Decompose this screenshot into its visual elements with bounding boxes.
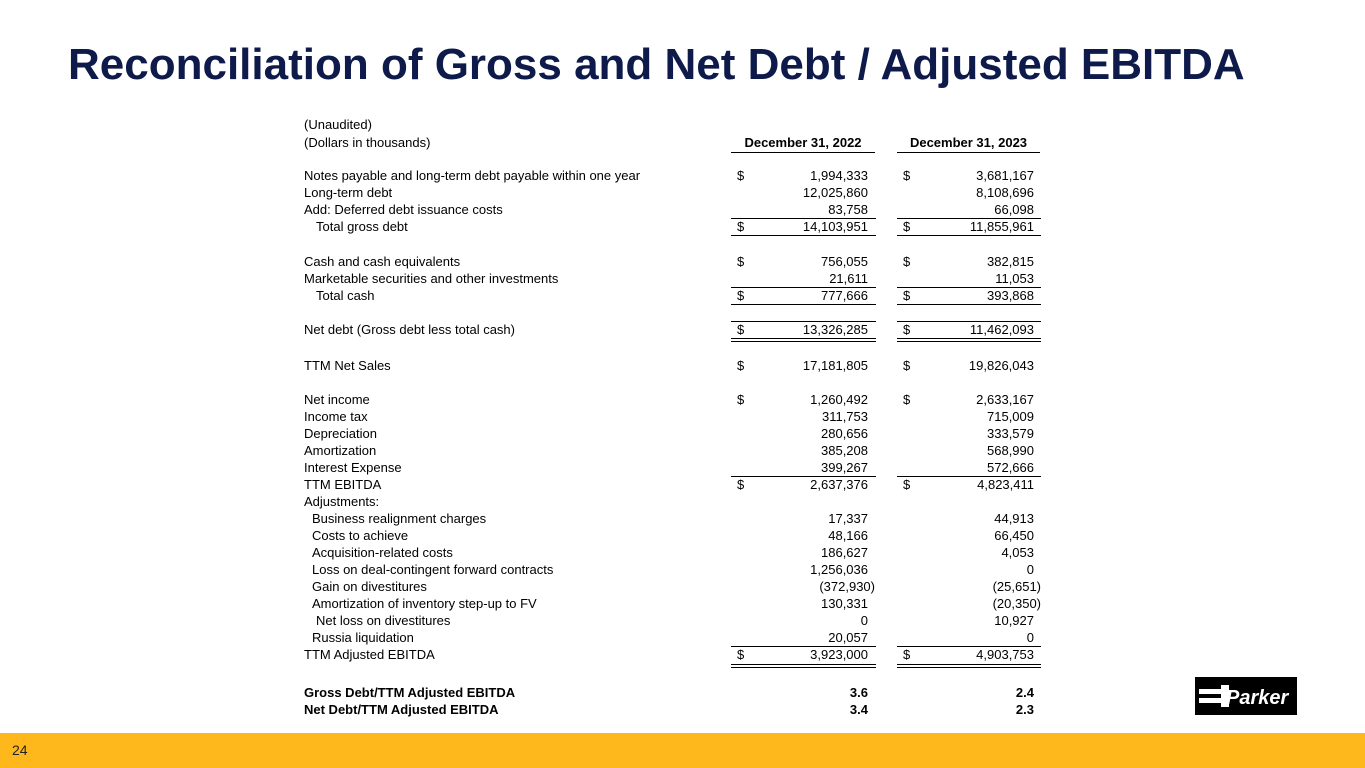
value-2022: 130,331 (821, 596, 868, 611)
value-2022: 1,256,036 (810, 562, 868, 577)
row-label: Costs to achieve (312, 528, 409, 543)
value-2022: 385,208 (821, 443, 868, 458)
row-label: Net Debt/TTM Adjusted EBITDA (304, 702, 499, 717)
table-row (0, 477, 1365, 494)
dollar-sign-2022: $ (737, 358, 745, 373)
dollar-sign-2022: $ (737, 288, 745, 303)
value-2022: 3.4 (849, 702, 868, 717)
dollar-sign-2023: $ (903, 288, 911, 303)
dollar-sign-2023: $ (903, 358, 911, 373)
value-2023: 2.4 (1015, 685, 1034, 700)
row-label: Russia liquidation (312, 630, 414, 645)
value-2023: 66,098 (994, 202, 1034, 217)
dollar-sign-2022: $ (737, 392, 745, 407)
page-title: Reconciliation of Gross and Net Debt / Adjusted EBITDA (68, 40, 1245, 89)
underline (731, 476, 876, 477)
table-row (0, 528, 1365, 545)
page-number: 24 (12, 742, 28, 758)
value-2023: 382,815 (987, 254, 1034, 269)
table-row (0, 202, 1365, 219)
row-label: Total gross debt (316, 219, 408, 234)
table-row (0, 702, 1365, 719)
table-row (0, 219, 1365, 236)
table-row (0, 460, 1365, 477)
value-2023: 572,666 (987, 460, 1034, 475)
dollar-sign-2023: $ (903, 322, 911, 337)
value-2023: 0 (1026, 562, 1034, 577)
value-2022: 17,337 (828, 511, 868, 526)
value-2023: 715,009 (987, 409, 1034, 424)
dollar-sign-2022: $ (737, 219, 745, 234)
table-row (0, 579, 1365, 596)
row-label: Long-term debt (304, 185, 393, 200)
underline (731, 235, 876, 236)
table-row (0, 630, 1365, 647)
table-row (0, 254, 1365, 271)
footer-bar (0, 733, 1365, 768)
value-2022: 3,923,000 (810, 647, 868, 662)
table-row (0, 358, 1365, 375)
row-label: Acquisition-related costs (312, 545, 453, 560)
row-label: Adjustments: (304, 494, 380, 509)
value-2022: 311,753 (821, 409, 868, 424)
underline (897, 476, 1041, 477)
table-row (0, 443, 1365, 460)
row-label: Income tax (304, 409, 368, 424)
table-row (0, 562, 1365, 579)
row-label: Net debt (Gross debt less total cash) (304, 322, 515, 337)
underline (731, 321, 876, 322)
value-2022: (372,930) (819, 579, 875, 594)
underline (897, 646, 1041, 647)
value-2022: 3.6 (849, 685, 868, 700)
table-row (0, 185, 1365, 202)
double-underline (731, 338, 876, 342)
row-label: TTM Adjusted EBITDA (304, 647, 435, 662)
value-2022: 186,627 (821, 545, 868, 560)
row-label: Business realignment charges (312, 511, 487, 526)
row-label: Notes payable and long-term debt payable within one year (304, 168, 641, 183)
double-underline (897, 664, 1041, 668)
value-2022: 1,260,492 (810, 392, 868, 407)
row-label: Net income (304, 392, 370, 407)
table-row (0, 168, 1365, 185)
units-note: (Dollars in thousands) (304, 135, 431, 150)
row-label: Total cash (316, 288, 375, 303)
underline (897, 218, 1041, 219)
double-underline (731, 664, 876, 668)
value-2022: 777,666 (821, 288, 868, 303)
value-2023: 8,108,696 (976, 185, 1034, 200)
table-row (0, 685, 1365, 702)
value-2023: 4,903,753 (976, 647, 1034, 662)
value-2023: 19,826,043 (968, 358, 1034, 373)
underline (897, 321, 1041, 322)
row-label: Amortization (304, 443, 377, 458)
value-2023: 393,868 (987, 288, 1034, 303)
double-underline (897, 338, 1041, 342)
value-2023: 66,450 (994, 528, 1034, 543)
column-header-2022: December 31, 2022 (731, 135, 875, 153)
table-row (0, 511, 1365, 528)
underline (731, 304, 876, 305)
underline (897, 304, 1041, 305)
dollar-sign-2023: $ (903, 647, 911, 662)
row-label: Net loss on divestitures (316, 613, 451, 628)
column-header-2023: December 31, 2023 (897, 135, 1040, 153)
unaudited-note: (Unaudited) (304, 117, 372, 132)
value-2023: 0 (1026, 630, 1034, 645)
table-row (0, 494, 1365, 511)
row-label: Marketable securities and other investments (304, 271, 559, 286)
table-row (0, 288, 1365, 305)
dollar-sign-2022: $ (737, 254, 745, 269)
value-2023: 11,855,961 (969, 219, 1034, 234)
dollar-sign-2023: $ (903, 477, 911, 492)
parker-logo (1195, 677, 1297, 715)
value-2023: 3,681,167 (976, 168, 1034, 183)
value-2022: 12,025,860 (802, 185, 868, 200)
table-row (0, 271, 1365, 288)
value-2023: (20,350) (992, 596, 1041, 611)
table-row (0, 322, 1365, 339)
underline (897, 235, 1041, 236)
dollar-sign-2023: $ (903, 392, 911, 407)
value-2022: 83,758 (828, 202, 868, 217)
value-2022: 17,181,805 (802, 358, 868, 373)
dollar-sign-2023: $ (903, 168, 911, 183)
dollar-sign-2023: $ (903, 219, 911, 234)
value-2022: 48,166 (828, 528, 868, 543)
table-row (0, 647, 1365, 664)
dollar-sign-2022: $ (737, 647, 745, 662)
row-label: Cash and cash equivalents (304, 254, 461, 269)
value-2022: 1,994,333 (810, 168, 868, 183)
value-2022: 20,057 (828, 630, 868, 645)
table-row (0, 545, 1365, 562)
value-2022: 2,637,376 (810, 477, 868, 492)
dollar-sign-2022: $ (737, 477, 745, 492)
value-2023: 568,990 (987, 443, 1034, 458)
underline (731, 218, 876, 219)
row-label: Loss on deal-contingent forward contracts (312, 562, 554, 577)
value-2023: 333,579 (987, 426, 1034, 441)
dollar-sign-2023: $ (903, 254, 911, 269)
table-row (0, 596, 1365, 613)
value-2022: 756,055 (821, 254, 868, 269)
table-row (0, 392, 1365, 409)
table-row (0, 613, 1365, 630)
dollar-sign-2022: $ (737, 322, 745, 337)
value-2023: 11,462,093 (969, 322, 1034, 337)
row-label: TTM Net Sales (304, 358, 391, 373)
value-2022: 0 (860, 613, 868, 628)
dollar-sign-2022: $ (737, 168, 745, 183)
value-2022: 280,656 (821, 426, 868, 441)
underline (897, 287, 1041, 288)
table-row (0, 409, 1365, 426)
value-2023: 11,053 (995, 271, 1034, 286)
value-2022: 21,611 (829, 271, 868, 286)
value-2023: (25,651) (992, 579, 1041, 594)
value-2023: 10,927 (994, 613, 1034, 628)
underline (731, 287, 876, 288)
row-label: TTM EBITDA (304, 477, 382, 492)
underline (731, 646, 876, 647)
value-2022: 13,326,285 (802, 322, 868, 337)
row-label: Interest Expense (304, 460, 402, 475)
row-label: Add: Deferred debt issuance costs (304, 202, 503, 217)
value-2022: 14,103,951 (802, 219, 868, 234)
value-2023: 2.3 (1015, 702, 1034, 717)
row-label: Gain on divestitures (312, 579, 427, 594)
value-2022: 399,267 (821, 460, 868, 475)
value-2023: 4,053 (1001, 545, 1034, 560)
value-2023: 4,823,411 (977, 477, 1034, 492)
row-label: Amortization of inventory step-up to FV (312, 596, 537, 611)
row-label: Depreciation (304, 426, 377, 441)
value-2023: 44,913 (994, 511, 1034, 526)
table-row (0, 426, 1365, 443)
parker-logo-wordmark: Parker (1226, 687, 1289, 709)
value-2023: 2,633,167 (976, 392, 1034, 407)
row-label: Gross Debt/TTM Adjusted EBITDA (304, 685, 516, 700)
